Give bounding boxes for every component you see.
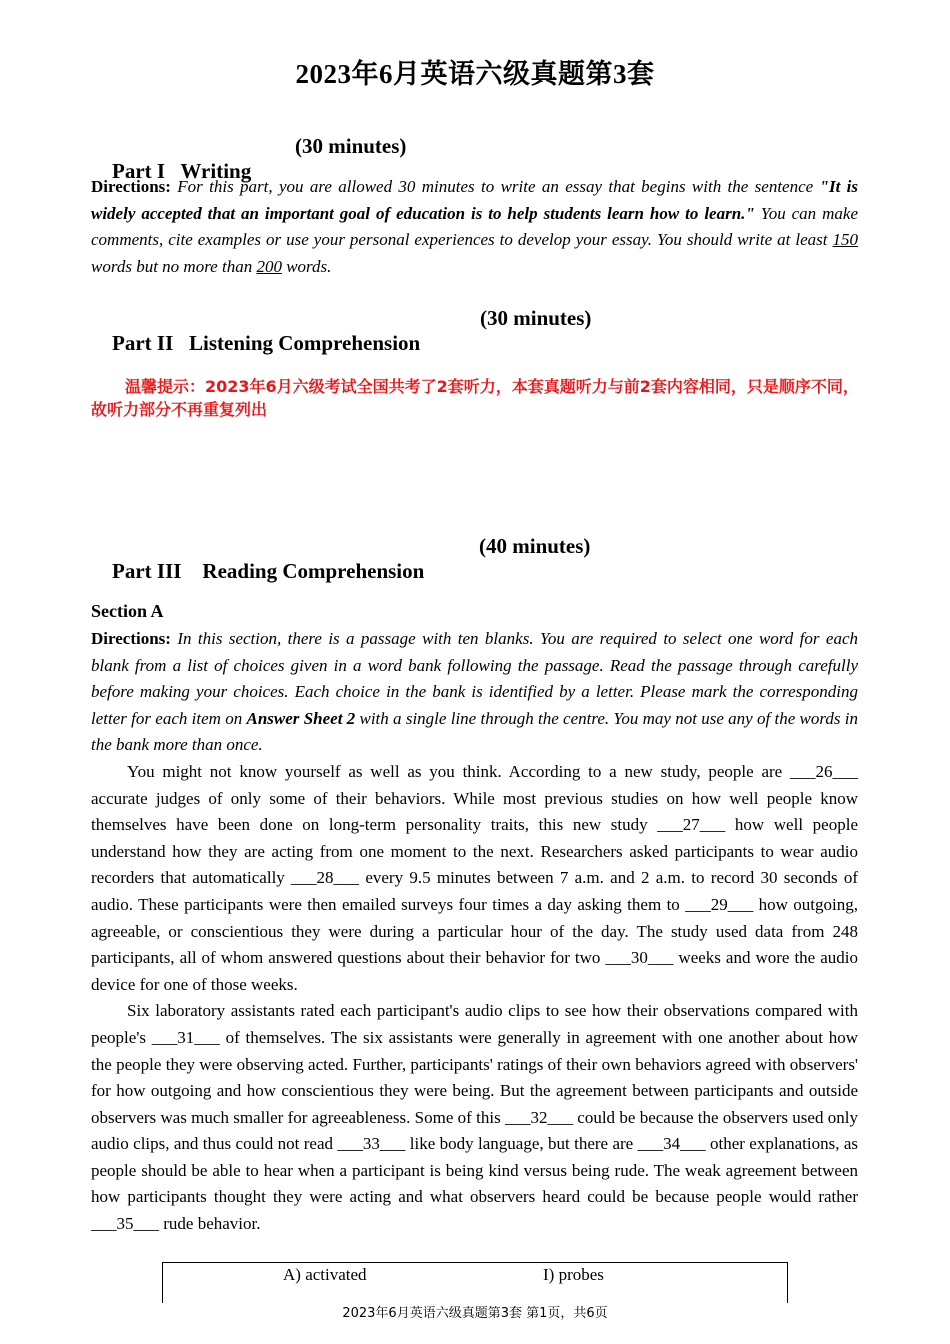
directions-text: words. bbox=[281, 256, 332, 276]
page-footer: 2023年6月英语六级真题第3套 第1页，共6页 bbox=[342, 1306, 608, 1321]
section-a-heading: Section A bbox=[91, 601, 164, 621]
directions-text: In this section, there is a passage with ten blanks. You are required to select one word for each blank from a list of choices given in a word bank following the passage. Read the passage through carefully before making your choices. Each choice in the bank is identified by a letter. Please mark the corresponding letter for each item on bbox=[91, 629, 858, 728]
directions-text: words but no more than bbox=[91, 256, 257, 276]
section-a-directions bbox=[91, 626, 858, 759]
directions-text: For this part, you are allowed 30 minutes to write an essay that begins with the sentence bbox=[170, 177, 820, 196]
listening-notice: 温馨提示：2023年6月六级考试全国共考了2套听力，本套真题听力与前2套内容相同，只是顺序不同，故听力部分不再重复列出 bbox=[91, 377, 859, 419]
part3-time: (40 minutes) bbox=[479, 534, 591, 558]
passage-paragraph-1: You might not know yourself as well as you think. According to a new study, people are ___26___ accurate judges of only some of their behaviors. While most previous studies on how well people know themselves have been done on long-term personality traits, this new study ___27___ how well people understand how they are acting from one moment to the next. Researchers asked participants to wear audio recorders that automatically ___28___ every 9.5 minutes between 7 a.m. and 2 a.m. to record 30 seconds of audio. These participants were then emailed surveys four times a day asking them to ___29___ how outgoing, agreeable, or conscientious they were during a particular hour of the day. The study used data from 248 participants, all of whom answered questions about their behavior for two ___30___ weeks and wore the audio device for one of those weeks. bbox=[91, 761, 858, 994]
essay-prompt: "It is widely accepted that an important goal of education is to help students learn how to learn." bbox=[91, 177, 858, 223]
part2-label: Part II Listening Comprehension bbox=[112, 331, 421, 355]
part2-time: (30 minutes) bbox=[480, 306, 592, 330]
word-bank-item: I) probes bbox=[543, 1265, 604, 1284]
directions-label: Directions: bbox=[91, 177, 171, 196]
document-title: 2023年6月英语六级真题第3套 bbox=[295, 59, 655, 89]
max-words: 200 bbox=[256, 256, 282, 276]
directions-label: Directions: bbox=[91, 629, 171, 648]
part1-directions bbox=[91, 174, 858, 280]
passage-paragraph-2: Six laboratory assistants rated each participant's audio clips to see how their observations compared with people's ___31___ of themselves. The six assistants were generally in agreement with one another about how the people they were observing acted. Further, participants' ratings of their own behaviors agreed with observers' for how outgoing and how conscientious they were being. But the agreement between participants and outside observers was much smaller for agreeableness. Some of this ___32___ could be because the observers used only audio clips, and thus could not read ___33___ like body language, but there are ___34___ other explanations, as people should be able to hear when a participant is being kind versus being rude. The weak agreement between how participants thought they were acting and what observers heard could be because people would rather ___35___ rude behavior. bbox=[91, 1001, 858, 1234]
part1-time: (30 minutes) bbox=[295, 134, 407, 158]
part1-label: Part I Writing bbox=[112, 159, 252, 183]
word-bank-item: A) activated bbox=[283, 1265, 367, 1284]
section-a-content bbox=[91, 626, 858, 1238]
min-words: 150 bbox=[832, 230, 858, 250]
part3-label: Part III Reading Comprehension bbox=[112, 559, 425, 583]
word-bank bbox=[162, 1262, 788, 1303]
directions-text: with a single line through the centre. You may not use any of the words in the bank more than once. bbox=[91, 708, 858, 755]
answer-sheet-ref: Answer Sheet 2 bbox=[246, 708, 356, 728]
directions-text: You can make comments, cite examples or use your personal experiences to develop your essay. You should write at least bbox=[91, 203, 858, 250]
